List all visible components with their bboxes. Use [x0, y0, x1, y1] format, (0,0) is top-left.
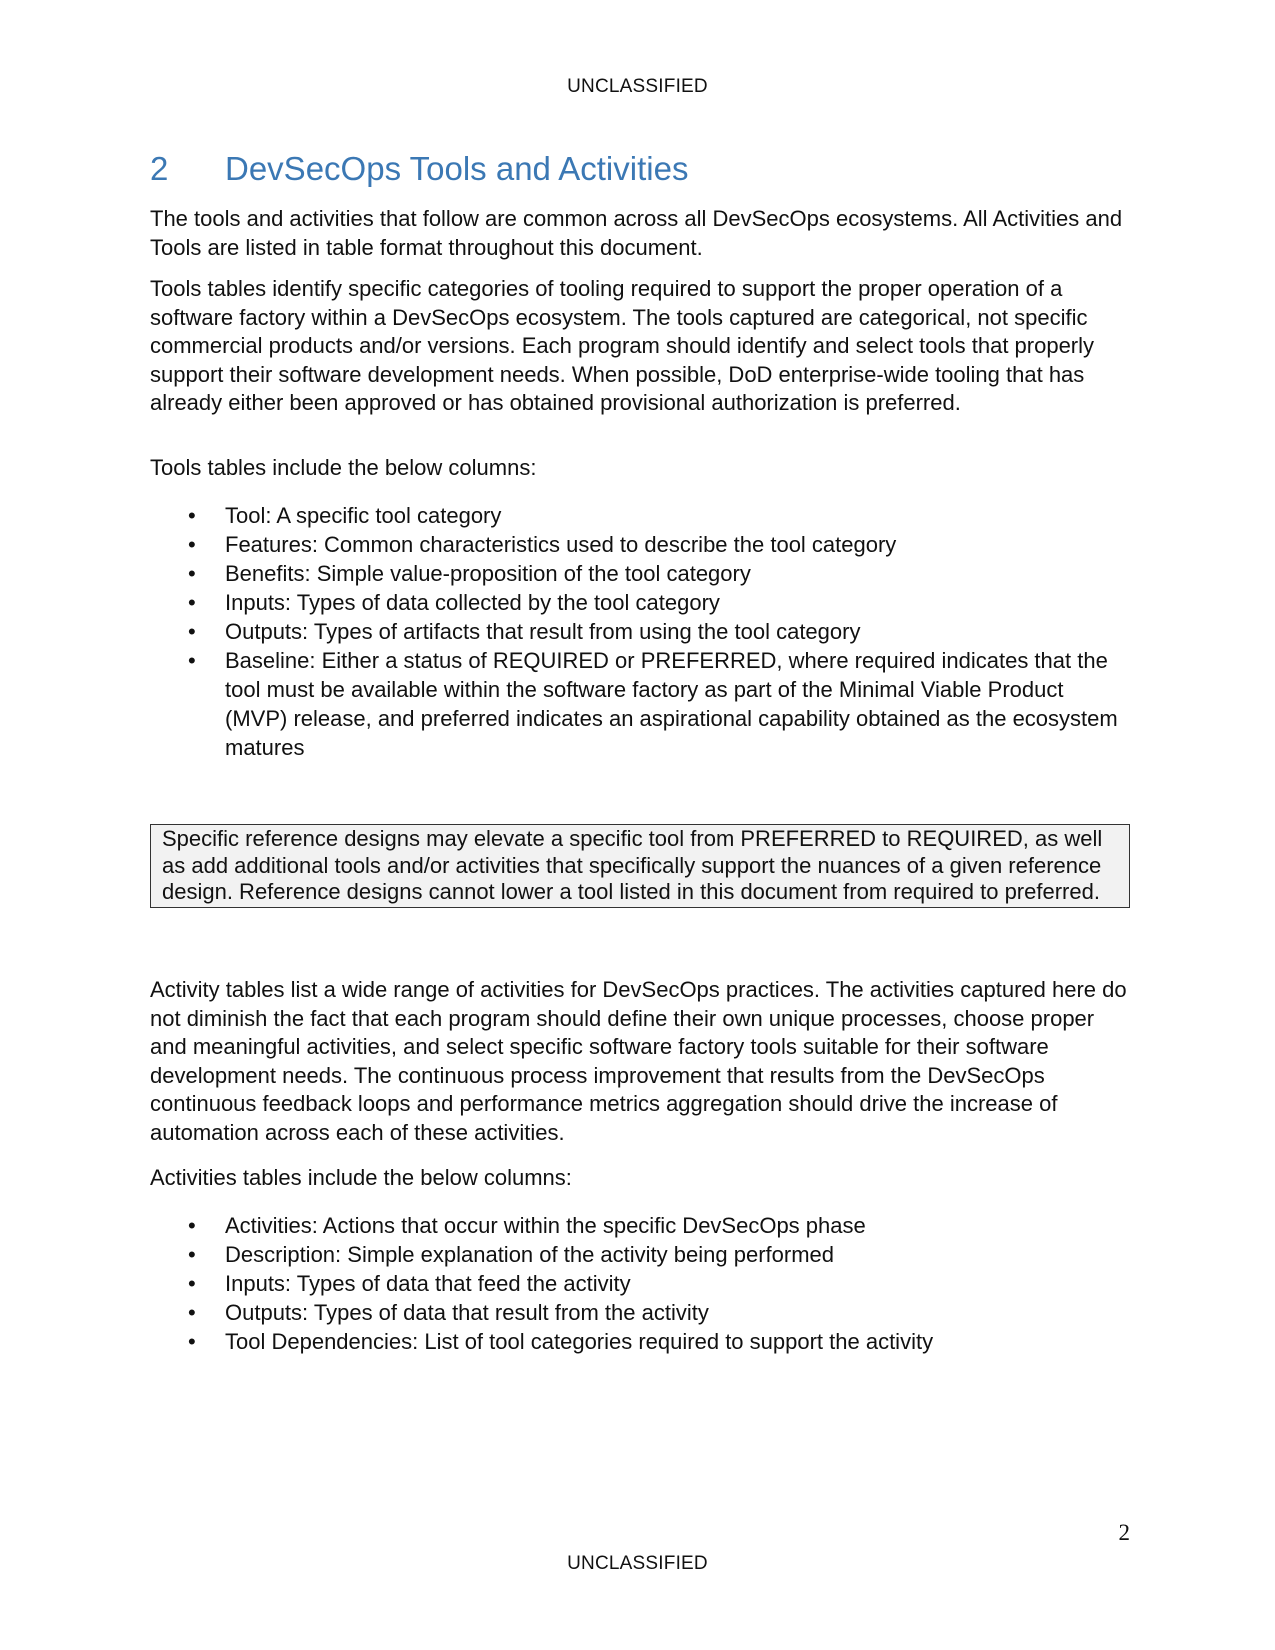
list-item: • Tool Dependencies: List of tool categories required to support the activity: [150, 1327, 1130, 1356]
list-item: • Features: Common characteristics used to describe the tool category: [150, 530, 1130, 559]
list-item: • Outputs: Types of artifacts that result from using the tool category: [150, 617, 1130, 646]
tools-columns-intro: Tools tables include the below columns:: [150, 455, 537, 480]
tools-columns-list: [150, 501, 1130, 762]
callout-text: Specific reference designs may elevate a specific tool from PREFERRED to REQUIRED, as well as add additional tools and/or activities that specifically support the nuances of a given reference design. Reference designs cannot lower a tool listed in this document from required to preferred.: [162, 826, 1103, 904]
list-item: • Tool: A specific tool category: [150, 501, 1130, 530]
activities-columns-list-block: [150, 1211, 1130, 1356]
list-item: • Inputs: Types of data collected by the tool category: [150, 588, 1130, 617]
section-heading: [150, 150, 688, 188]
list-item: • Inputs: Types of data that feed the activity: [150, 1269, 1130, 1298]
activities-columns-intro: Activities tables include the below columns:: [150, 1165, 572, 1190]
classification-header: UNCLASSIFIED: [567, 76, 708, 97]
list-item: • Benefits: Simple value-proposition of the tool category: [150, 559, 1130, 588]
intro-paragraph: The tools and activities that follow are common across all DevSecOps ecosystems. All Activities and Tools are listed in table format throughout this document.: [150, 206, 1123, 260]
section-title: DevSecOps Tools and Activities: [225, 150, 689, 187]
list-item: • Activities: Actions that occur within the specific DevSecOps phase: [150, 1211, 1130, 1240]
tools-columns-intro-block: [150, 454, 1130, 483]
classification-footer: UNCLASSIFIED: [567, 1553, 708, 1574]
list-item: • Baseline: Either a status of REQUIRED or PREFERRED, where required indicates that the tool must be available within the software factory as part of the Minimal Viable Product (MVP) release, and preferred indicates an aspirational capability obtained as the ecosystem matures: [150, 646, 1130, 762]
tools-tables-paragraph-block: [150, 275, 1130, 418]
intro-paragraph-block: [150, 205, 1130, 262]
callout-box: [150, 824, 1130, 908]
tools-tables-paragraph: Tools tables identify specific categories of tooling required to support the proper operation of a software factory within a DevSecOps ecosystem. The tools captured are categorical, not specific commercial products and/or versions. Each program should identify and select tools that properly support their software development needs. When possible, DoD enterprise-wide tooling that has already either been approved or has obtained provisional authorization is preferred.: [150, 276, 1095, 415]
tools-columns-list-block: [150, 501, 1130, 762]
activities-columns-intro-block: [150, 1164, 1130, 1193]
list-item: • Outputs: Types of data that result from the activity: [150, 1298, 1130, 1327]
activities-columns-list: [150, 1211, 1130, 1356]
activity-tables-paragraph-block: [150, 976, 1130, 1147]
list-item: • Description: Simple explanation of the activity being performed: [150, 1240, 1130, 1269]
activity-tables-paragraph: Activity tables list a wide range of activities for DevSecOps practices. The activities captured here do not diminish the fact that each program should define their own unique processes, choose proper and meaningful activities, and select specific software factory tools suitable for their software development needs. The continuous process improvement that results from the DevSecOps continuous feedback loops and performance metrics aggregation should drive the increase of automation across each of these activities.: [150, 977, 1127, 1145]
page-number: 2: [1118, 1520, 1130, 1545]
section-number: 2: [150, 150, 169, 187]
